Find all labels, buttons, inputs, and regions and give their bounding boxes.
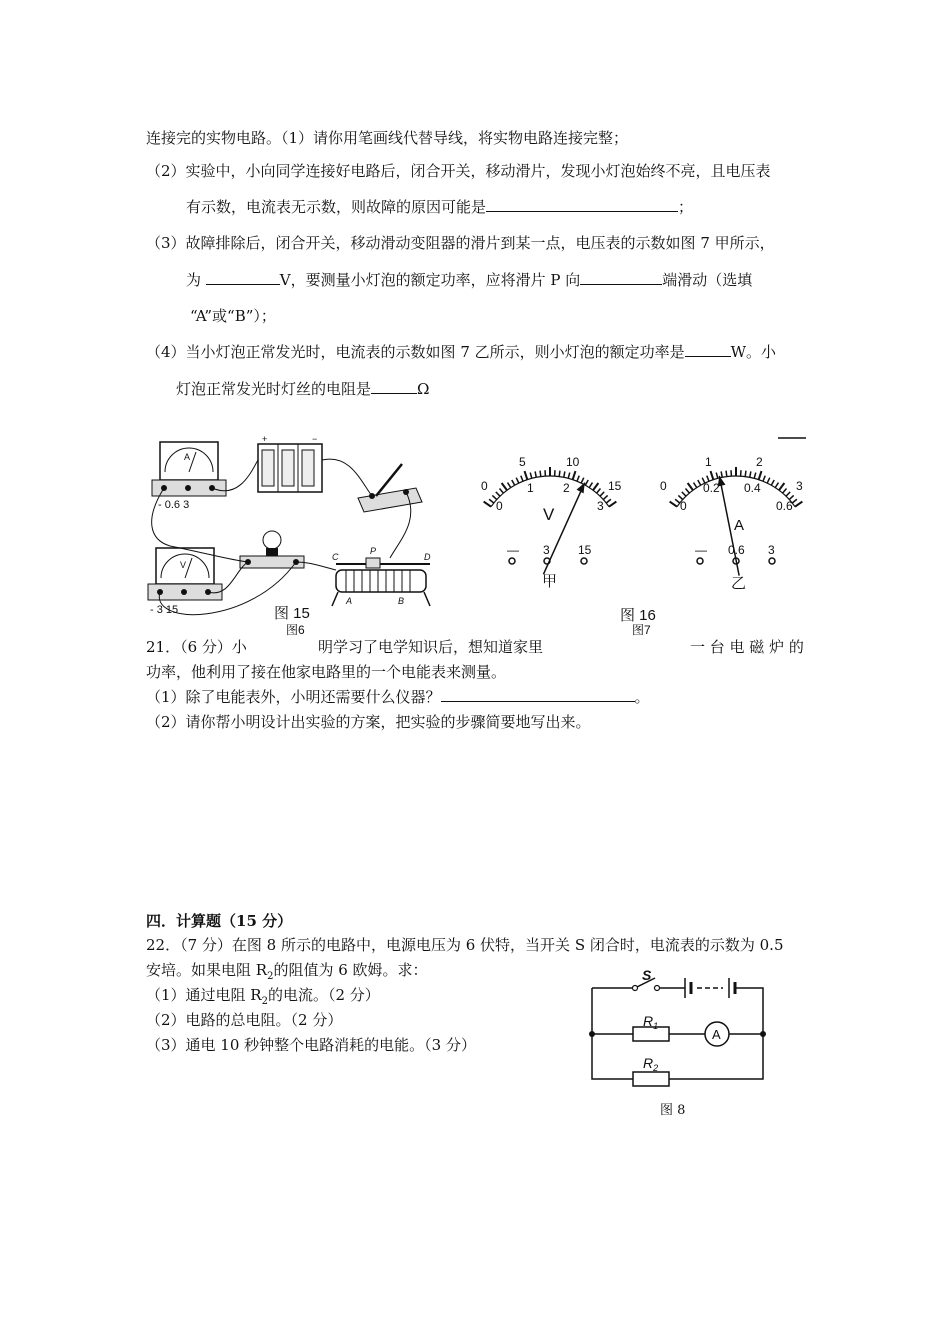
rheostat-terminal-d: D [424,552,431,562]
dial-tick [502,483,507,490]
dial-tick [750,471,751,477]
answer-blank-power[interactable] [685,342,731,357]
rheostat-terminal-b: B [398,596,405,606]
dial-tick [540,471,541,477]
dial-tick [716,473,718,479]
dial-tick [606,499,611,503]
dial-tick [521,476,523,482]
dial-tick [775,483,778,488]
q22-part2: （2）电路的总电阻。（2 分） [146,1011,343,1029]
ammeter-dial [660,455,803,592]
dial-arc [491,476,609,507]
dial-tick [600,492,604,496]
dial-tick [783,489,787,494]
dial-tick [589,483,592,488]
dial-tick [597,489,601,494]
dial-tick [593,483,598,490]
amp-bottom-0: 0 [680,499,687,513]
answer-blank-direction[interactable] [580,270,662,285]
dial-tick [489,499,494,503]
voltmeter-device [148,548,222,616]
q20-part2-line2: 有示数，电流表无示数，则故障的原因可能是 ； [186,198,694,216]
dial-tick [609,502,616,507]
fig7-meters [450,430,820,640]
dial-tick [496,492,500,496]
q20-part3-line3: “A”或“B”）； [190,307,276,325]
dial-tick [721,471,722,477]
ammeter-unit: A [734,517,745,534]
dial-tick [686,489,690,494]
amp-bottom-02: 0.2 [703,481,720,495]
dial-tick [559,471,560,477]
volt-top-10: 10 [566,455,580,469]
fig6-caption: 图6 [286,623,305,637]
dial-tick [577,476,579,482]
q20-part4-line1: （4）当小灯泡正常发光时，电流表的示数如图 7 乙所示，则小灯泡的额定功率是 W。小 [146,343,777,361]
q20-part3-line1: （3）故障排除后，闭合开关，移动滑动变阻器的滑片到某一点，电压表的示数如图 7 甲所示， [146,234,775,252]
dial-tick [795,502,802,507]
battery-device [258,434,322,492]
answer-blank-voltage[interactable] [206,270,280,285]
dial-tick [745,471,746,477]
dial-tick [759,471,762,480]
dial-tick [568,473,570,479]
fig8-circuit-diagram [585,962,775,1122]
dial-tick [516,478,519,483]
amp-top-3: 3 [796,479,803,493]
voltmeter-face-label: V [180,560,187,570]
svg-text:+: + [262,434,268,444]
volt-terminal-neg: — [507,543,519,557]
volt-terminal-15: 15 [578,543,592,557]
rheostat-terminal-c: C [332,552,339,562]
volt-bottom-2: 2 [563,481,570,495]
dial-tick [581,478,584,483]
q20-part3-line2: 为 V，要测量小灯泡的额定功率，应将滑片 P 向 端滑动（选填 [186,271,753,289]
dial-tick [694,483,697,488]
dial-tick [670,502,677,507]
dial-tick [779,483,784,490]
q22-part3: （3）通电 10 秒钟整个电路消耗的电能。（3 分） [146,1036,476,1054]
ammeter-caption: 乙 [731,575,747,592]
q20-part2-line1: （2）实验中，小向同学连接好电路后，闭合开关，移动滑片，发现小灯泡始终不亮，且电压表 [146,162,771,180]
section4-heading: 四．计算题（15 分） [146,912,293,930]
volt-bottom-3: 3 [597,499,604,513]
q22-part1: （1）通过电阻 $R_2$的电流。（2 分） [146,986,380,1007]
rheostat-terminal-p: P [370,546,377,556]
dial-tick [564,471,565,477]
voltmeter-unit: V [543,505,555,524]
dial-tick [698,480,701,485]
q22-line2: 安培。如果电阻 $R_2$的阻值为 6 欧姆。求： [146,961,428,982]
fig7-caption: 图7 [632,623,651,637]
dial-tick [525,471,528,480]
r2-label: $R_2$ [643,1055,659,1073]
dial-tick [585,480,588,485]
q21-line1-b: 明学习了电学知识后，想知道家里 [318,638,544,656]
dial-tick [726,471,727,477]
ammeter-face-label: A [184,452,191,462]
dial-tick [530,473,532,479]
volt-bottom-1: 1 [527,481,534,495]
switch-device [358,464,422,512]
fig15-label: 图 15 [274,605,310,622]
ammeter-symbol-label: A [712,1027,721,1042]
q21-line1-a: 21．（6 分）小 [146,638,247,656]
dial-tick [792,499,797,503]
dial-tick [767,478,770,483]
svg-text:−: − [312,434,318,444]
switch-label: S [642,967,652,983]
dial-tick [763,476,765,482]
amp-terminal-neg: — [695,543,707,557]
answer-blank-instrument[interactable] [441,687,635,702]
dial-tick [535,471,536,477]
dial-tick [500,489,504,494]
volt-terminal-3: 3 [543,543,550,557]
dial-tick [771,480,774,485]
volt-top-5: 5 [519,455,526,469]
amp-top-2: 2 [756,455,763,469]
q21-part2: （2）请你帮小明设计出实验的方案，把实验的步骤简要地写出来。 [146,713,591,731]
q21-line2: 功率，他利用了接在他家电路里的一个电能表来测量。 [146,663,507,681]
q22-line1: 22．（7 分）在图 8 所示的电路中，电源电压为 6 伏特，当开关 S 闭合时，电流表的示数为 0.5 [146,936,784,954]
voltmeter-terminals: - 3 15 [150,604,179,616]
rheostat-device [332,546,431,606]
amp-terminal-3: 3 [768,543,775,557]
dial-tick [711,471,714,480]
amp-bottom-04: 0.4 [744,481,761,495]
dial-tick [682,492,686,496]
volt-top-0: 0 [481,479,488,493]
q20-intro: 连接完的实物电路。（1）请你用笔画线代替导线，将实物电路连接完整； [146,129,629,147]
amp-top-0: 0 [660,479,667,493]
voltmeter-dial [481,455,622,590]
amp-bottom-06: 0.6 [776,499,793,513]
q21-part1: （1）除了电能表外，小明还需要什么仪器？ 。 [146,688,650,706]
volt-top-15: 15 [608,479,622,493]
dial-tick [754,473,756,479]
fig16-label: 图 16 [620,607,656,624]
dial-tick [573,471,576,480]
rheostat-terminal-a: A [346,596,353,606]
dial-tick [603,495,607,499]
lamp-device [240,531,304,568]
answer-blank-resistance[interactable] [371,379,417,394]
amp-top-1: 1 [705,455,712,469]
dial-tick [512,480,515,485]
q21-line1-c: 一 台 电 磁 炉 的 [690,638,804,656]
volt-bottom-0: 0 [496,499,503,513]
voltmeter-caption: 甲 [542,573,558,590]
voltmeter-needle-tip [577,483,585,494]
fig8-caption-text: 图 8 [660,1103,686,1118]
amp-terminal-06: 0.6 [728,543,745,557]
dial-tick [786,492,790,496]
dial-tick [688,483,693,490]
answer-blank-fault[interactable] [486,197,678,212]
ammeter-device [152,442,226,511]
r1-label: $R_1$ [643,1013,659,1031]
dial-tick [508,483,511,488]
q20-part4-line2: 灯泡正常发光时灯丝的电阻是 Ω [176,380,430,398]
ammeter-terminals: - 0.6 3 [158,499,190,511]
fig6-physical-circuit [140,430,440,640]
dial-tick [484,502,491,507]
q20-part2-text: 有示数，电流表无示数，则故障的原因可能是 [186,198,487,216]
